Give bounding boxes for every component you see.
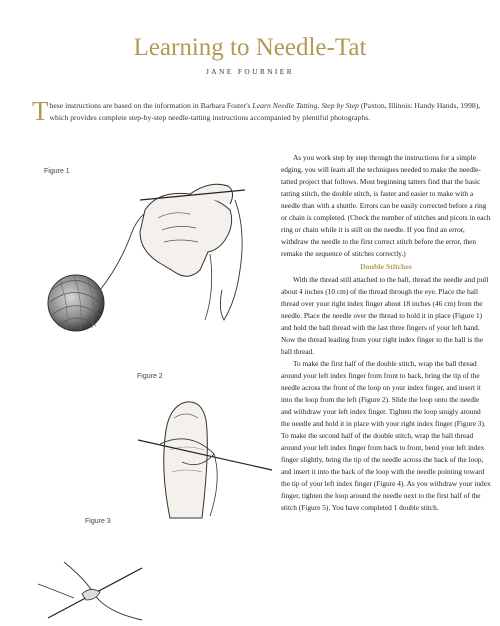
page-title: Learning to Needle-Tat — [133, 34, 367, 61]
figure-1-label: Figure 1 — [44, 168, 70, 175]
figure-2-illustration — [130, 380, 280, 520]
figure-3-illustration — [34, 528, 154, 622]
author-name: JANE FOURNIER — [205, 67, 295, 76]
body-paragraph-3: To make the first half of the double stitch, wrap the ball thread around your left index finger from front to back, bring the tip of the needle across the front of the loop on your index finger, and insert it into the loop from the left (Figure 2). Slide the loop onto the needle and withdraw your left index finger. Tighten the loop snugly around the needle and hold it in place with your right index finger (Figure 3). To make the second half of the double stitch, wrap the ball thread around your left index finger from back to front, bend your left index finger slightly, bring the tip of the needle across the back of the loop, and insert it into the back of the loop with the needle pointing toward the tip of your left index finger (Figure 4). As you withdraw your index finger, tighten the loop around the needle next to the first half of the stitch (Figure 5). You have completed 1 double stitch. — [281, 359, 491, 512]
figure-1-illustration — [40, 170, 270, 345]
drop-cap: T — [32, 96, 49, 126]
intro-text-after: (Paxton, Illinois: Handy Hands, 1998), which provides complete step-by-step needle-tatting instructions accompanied by plentiful photographs. — [49, 101, 481, 122]
figure-2-label: Figure 2 — [137, 373, 163, 380]
intro-book-title: Learn Needle Tatting, Step by Step — [252, 101, 359, 110]
section-heading-double-stitches: Double Stitches — [360, 262, 412, 271]
figure-3-label: Figure 3 — [85, 518, 111, 525]
intro-text-before: hese instructions are based on the information in Barbara Foster's — [49, 101, 253, 110]
body-paragraph-1: As you work step by step through the instructions for a simple edging, you will learn all the techniques needed to make the needle-tatted project that follows. Most beginning tatters find that the basic tatting stitch, the double stitch, is faster and easier to make with a needle than with a shuttle. Errors can be easily corrected before a ring or chain is completed. (Check the number of stitches and picots in each ring or chain while it is still on the needle. If you find an error, withdraw the needle to the first correct stitch before the error, then remake the sequence of stitches correctly.) — [281, 153, 491, 258]
intro-paragraph — [32, 96, 482, 126]
body-text-column — [281, 152, 491, 514]
body-paragraph-2: With the thread still attached to the ball, thread the needle and pull about 4 inches (10 cm) of the thread through the eye. Place the ball thread over your right index finger about 18 inches (46 cm) from the needle. Place the needle over the thread to hold it in place (Figure 1) and hold the ball thread with the last three fingers of your left hand. Now the thread leading from your right index finger to the ball is the ball thread. — [281, 275, 489, 356]
